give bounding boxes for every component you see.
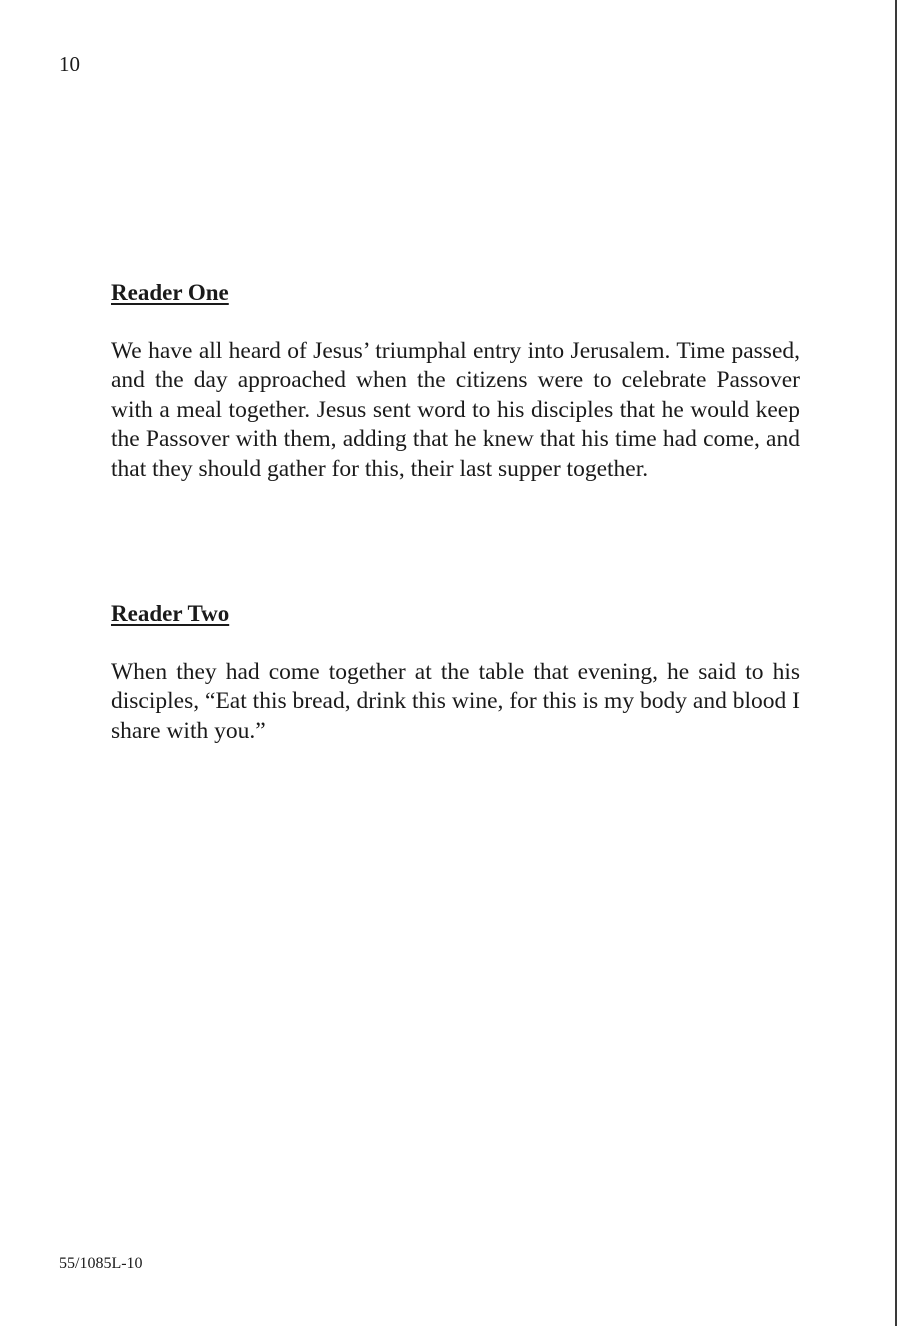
reader-two-section <box>111 600 800 746</box>
section-body-reader-two: When they had come together at the table that evening, he said to his disciples, “Eat this bread, drink this wine, for this is my body and blood I share with you.” <box>111 659 800 744</box>
page-number: 10 <box>59 52 80 76</box>
section-heading-reader-two: Reader Two <box>111 601 230 626</box>
footer-document-code: 55/1085L-10 <box>59 1255 143 1272</box>
section-heading-reader-one: Reader One <box>111 280 229 305</box>
section-body-reader-one: We have all heard of Jesus’ triumphal entry into Jerusalem. Time passed, and the day approached when the citizens were to celebrate Passover with a meal together. Jesus sent word to his disciples that he would keep the Passover with them, adding that he knew that his time had come, and that they should gather for this, their last supper together. <box>111 338 800 482</box>
reader-one-section <box>111 279 800 484</box>
